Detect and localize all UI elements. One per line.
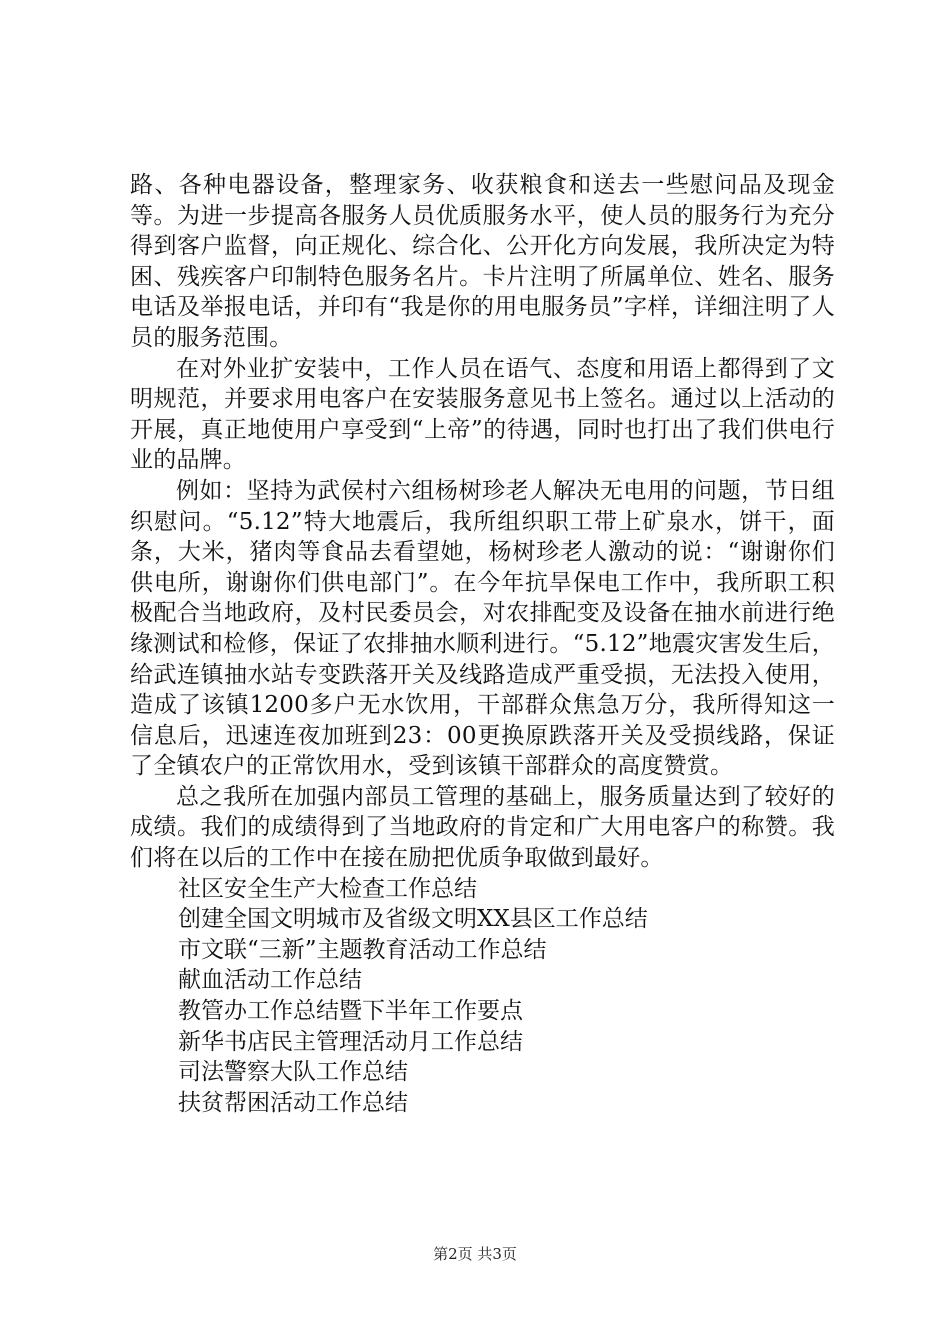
related-link[interactable]: 扶贫帮困活动工作总结 [178, 1089, 408, 1116]
related-link[interactable]: 献血活动工作总结 [178, 967, 362, 994]
related-link[interactable]: 新华书店民主管理活动月工作总结 [178, 1028, 523, 1055]
related-link[interactable]: 市文联“三新”主题教育活动工作总结 [178, 936, 547, 963]
paragraph-continuation: 路、各种电器设备，整理家务、收获粮食和送去一些慰问品及现金等。为进一步提高各服务人员优质服务水平，使人员的服务行为充分得到客户监督，向正规化、综合化、公开化方向发展，我所决定为特困、残疾客户印制特色服务名片。卡片注明了所属单位、姓名、服务电话及举报电话，并印有“我是你的用电服务员”字样，详细注明了人员的服务范围。 [130, 172, 835, 351]
paragraph-installation: 在对外业扩安装中，工作人员在语气、态度和用语上都得到了文明规范，并要求用电客户在安装服务意见书上签名。通过以上活动的开展，真正地使用户享受到“上帝”的待遇，同时也打出了我们供电行业的品牌。 [130, 355, 835, 474]
related-link[interactable]: 创建全国文明城市及省级文明XX县区工作总结 [178, 906, 648, 933]
related-links-list [130, 874, 835, 1119]
page-number: 第2页 共3页 [433, 1245, 517, 1263]
paragraph-summary: 总之我所在加强内部员工管理的基础上，服务质量达到了较好的成绩。我们的成绩得到了当地政府的肯定和广大用电客户的称赞。我们将在以后的工作中在接在励把优质争取做到最好。 [130, 783, 835, 872]
related-link[interactable]: 司法警察大队工作总结 [178, 1059, 408, 1086]
related-link[interactable]: 社区安全生产大检查工作总结 [178, 875, 477, 902]
paragraph-example: 例如：坚持为武侯村六组杨树珍老人解决无电用的问题，节日组织慰问。“5.12”特大地震后，我所组织职工带上矿泉水，饼干，面条，大米，猪肉等食品去看望她，杨树珍老人激动的说：“谢谢你们供电所，谢谢你们供电部门”。在今年抗旱保电工作中，我所职工积极配合当地政府，及村民委员会，对农排配变及设备在抽水前进行绝缘测试和检修，保证了农排抽水顺利进行。“5.12”地震灾害发生后，给武连镇抽水站专变跌落开关及线路造成严重受损，无法投入使用，造成了该镇1200多户无水饮用，干部群众焦急万分，我所得知这一信息后，迅速连夜加班到23：00更换原跌落开关及受损线路，保证了全镇农户的正常饮用水，受到该镇干部群众的高度赞赏。 [130, 477, 835, 780]
related-link[interactable]: 教管办工作总结暨下半年工作要点 [178, 998, 523, 1025]
document-body [130, 170, 835, 1118]
